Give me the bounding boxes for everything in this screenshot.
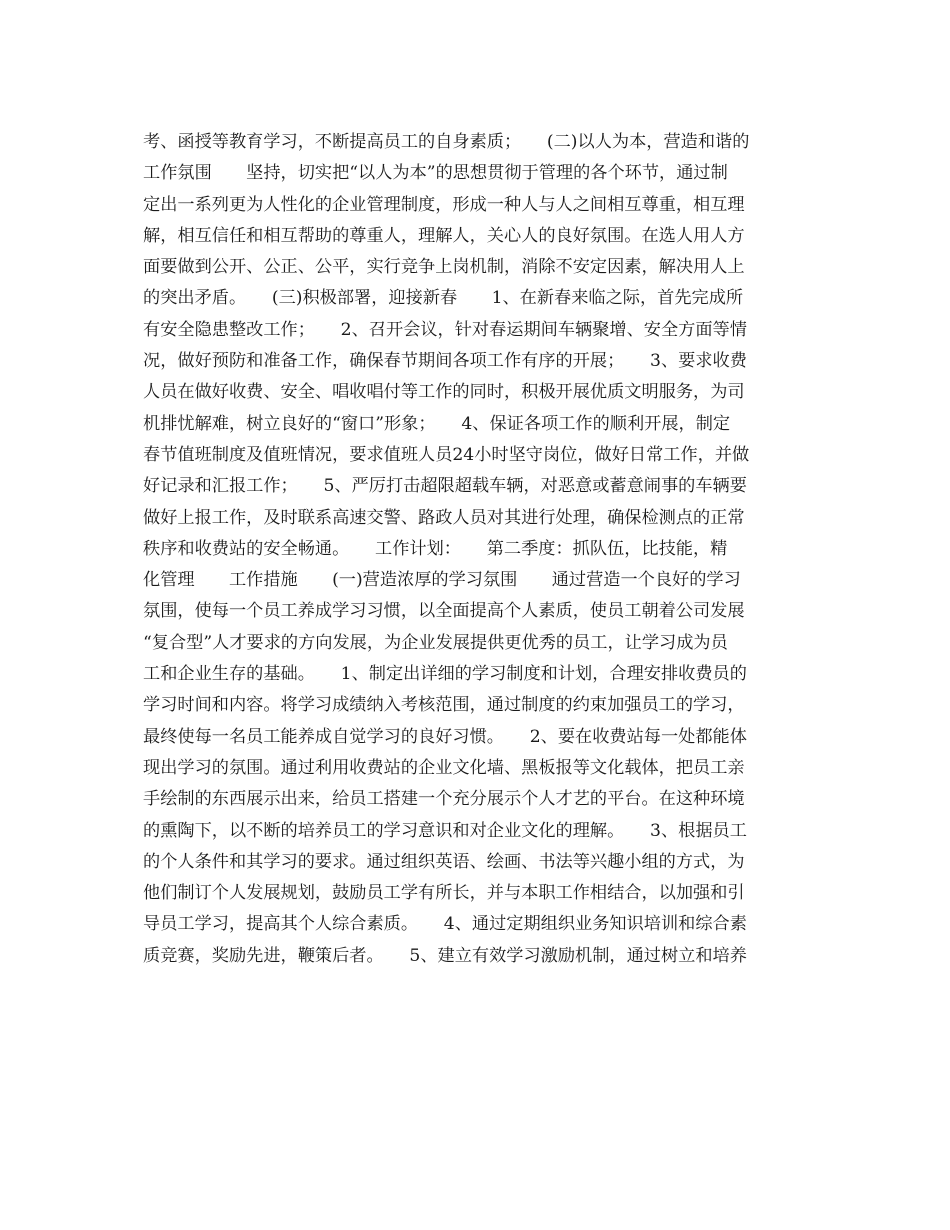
text-line-25: 他们制订个人发展规划，鼓励员工学有所长，并与本职工作相结合，以加强和引 bbox=[143, 883, 745, 904]
text-line-4: 解，相互信任和相互帮助的尊重人，理解人，关心人的良好氛围。在选人用人方 bbox=[143, 225, 745, 246]
text-line-3: 定出一系列更为人性化的企业管理制度，形成一种人与人之间相互尊重，相互理 bbox=[143, 194, 745, 215]
text-line-20: 最终使每一名员工能养成自觉学习的良好习惯。 2、要在收费站每一处都能体 bbox=[143, 726, 747, 747]
text-line-22: 手绘制的东西展示出来，给员工搭建一个充分展示个人才艺的平台。在这种环境 bbox=[143, 789, 745, 810]
text-line-27: 质竞赛，奖励先进，鞭策后者。 5、建立有效学习激励机制，通过树立和培养 bbox=[143, 945, 747, 966]
text-line-12: 好记录和汇报工作； 5、严厉打击超限超载车辆，对恶意或蓄意闹事的车辆要 bbox=[143, 476, 747, 497]
text-line-11: 春节值班制度及值班情况，要求值班人员24小时坚守岗位，做好日常工作，并做 bbox=[143, 444, 750, 465]
text-line-18: 工和企业生存的基础。 1、制定出详细的学习制度和计划，合理安排收费员的 bbox=[143, 664, 747, 685]
text-line-17: “复合型”人才要求的方向发展，为企业发展提供更优秀的员工，让学习成为员 bbox=[143, 632, 728, 653]
text-line-2: 工作氛围 坚持，切实把“以人为本”的思想贯彻于管理的各个环节，通过制 bbox=[143, 163, 728, 184]
text-line-1: 考、函授等教育学习，不断提高员工的自身素质； (二)以人为本，营造和谐的 bbox=[143, 132, 750, 152]
document-body bbox=[143, 127, 808, 972]
text-line-8: 况，做好预防和准备工作，确保春节期间各项工作有序的开展； 3、要求收费 bbox=[143, 351, 747, 372]
text-line-7: 有安全隐患整改工作； 2、召开会议，针对春运期间车辆聚增、安全方面等情 bbox=[143, 319, 747, 340]
text-line-26: 导员工学习，提高其个人综合素质。 4、通过定期组织业务知识培训和综合素 bbox=[143, 914, 747, 935]
text-line-5: 面要做到公开、公正、公平，实行竞争上岗机制，消除不安定因素，解决用人上 bbox=[143, 257, 745, 278]
text-line-14: 秩序和收费站的安全畅通。 工作计划： 第二季度：抓队伍，比技能，精 bbox=[143, 538, 728, 559]
text-line-24: 的个人条件和其学习的要求。通过组织英语、绘画、书法等兴趣小组的方式，为 bbox=[143, 851, 745, 872]
text-line-15: 化管理 工作措施 (一)营造浓厚的学习氛围 通过营造一个良好的学习 bbox=[143, 570, 741, 591]
text-line-13: 做好上报工作，及时联系高速交警、路政人员对其进行处理，确保检测点的正常 bbox=[143, 507, 745, 528]
text-line-10: 机排忧解难，树立良好的“窗口”形象； 4、保证各项工作的顺利开展，制定 bbox=[143, 413, 731, 434]
text-line-19: 学习时间和内容。将学习成绩纳入考核范围，通过制度的约束加强员工的学习， bbox=[143, 695, 745, 716]
text-line-9: 人员在做好收费、安全、唱收唱付等工作的同时，积极开展优质文明服务，为司 bbox=[143, 382, 745, 403]
text-line-16: 氛围，使每一个员工养成学习习惯，以全面提高个人素质，使员工朝着公司发展 bbox=[143, 601, 745, 622]
text-line-21: 现出学习的氛围。通过利用收费站的企业文化墙、黑板报等文化载体，把员工亲 bbox=[143, 757, 745, 778]
text-line-6: 的突出矛盾。 (三)积极部署，迎接新春 1、在新春来临之际，首先完成所 bbox=[143, 288, 744, 309]
text-line-23: 的熏陶下，以不断的培养员工的学习意识和对企业文化的理解。 3、根据员工 bbox=[143, 820, 747, 841]
